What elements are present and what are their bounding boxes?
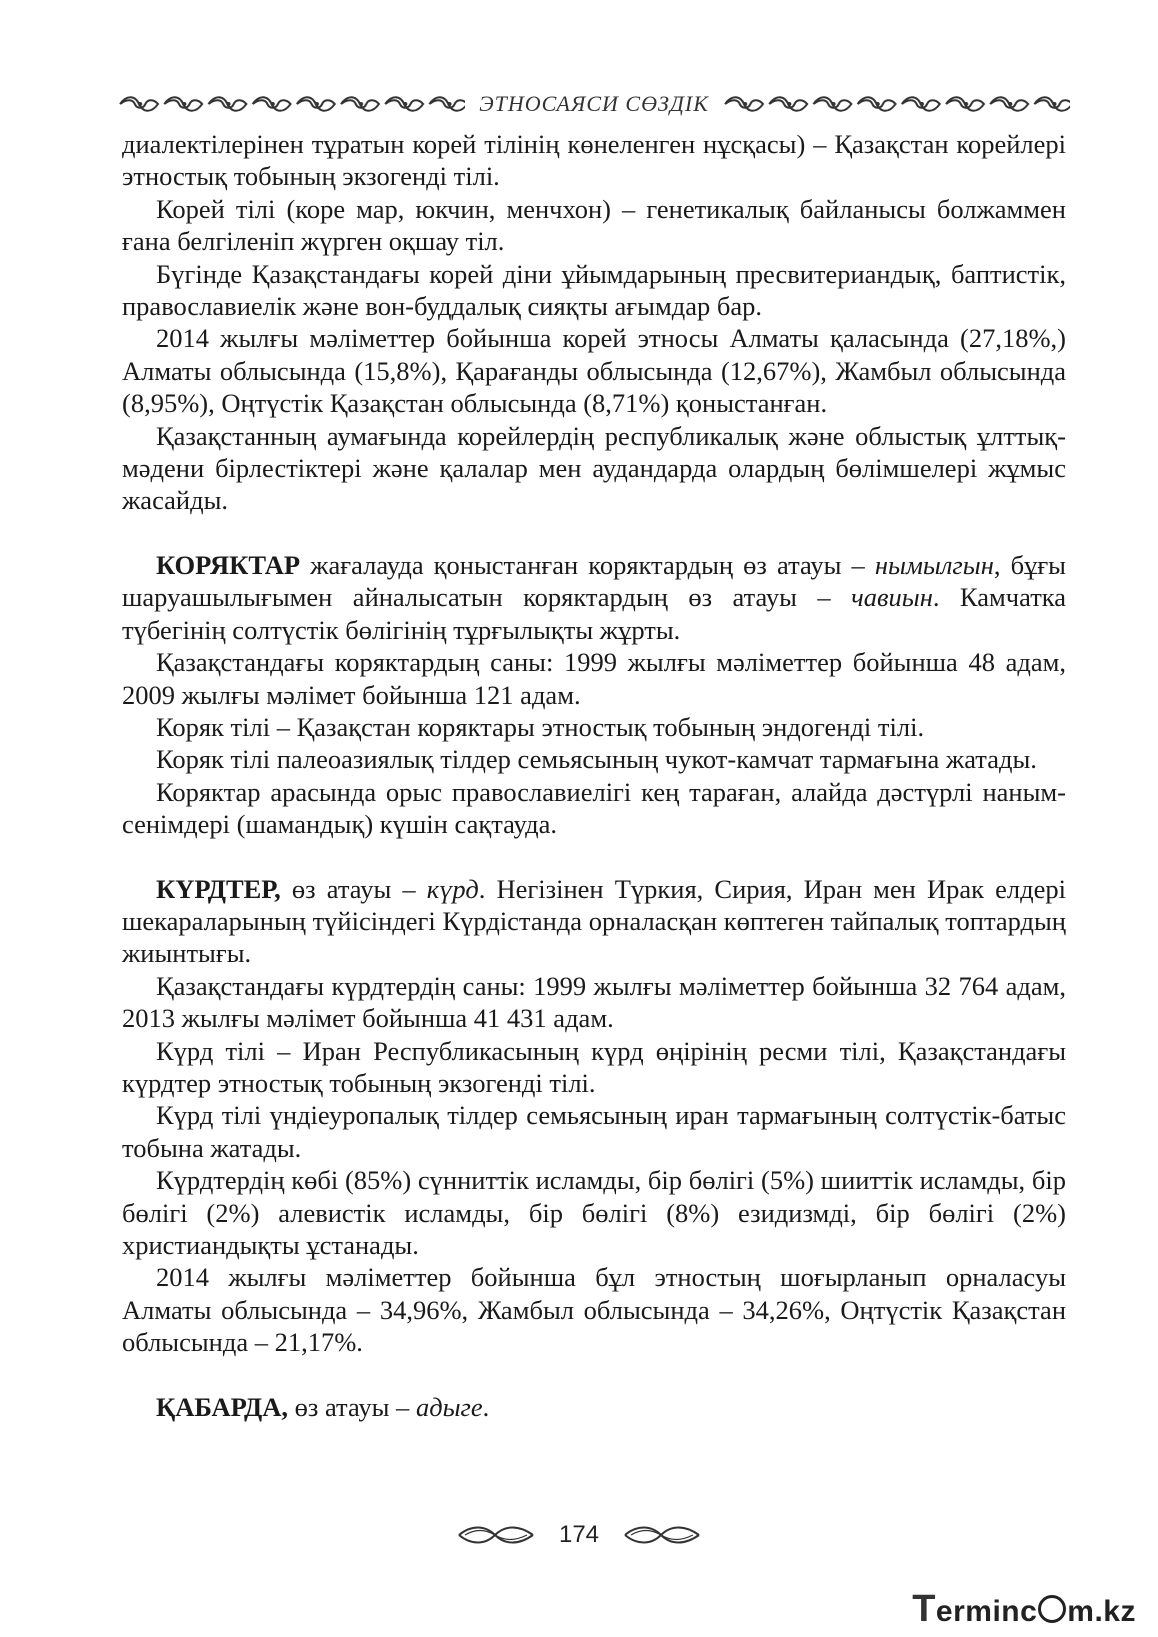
entry-term: КОРЯКТАР (156, 549, 301, 580)
article-body (122, 128, 1066, 1423)
paragraph: Күрдтердің көбі (85%) сүнниттік исламды, бір бөлігі (5%) шииттік исламды, бір бөлігі (2%) алевистік исламды, бір бөлігі (8%) езидизмді, бір бөлігі (2%) христиандықты ұстанады. (122, 1165, 1066, 1260)
ornament-right-icon (723, 93, 1070, 115)
paragraph: Қазақстанның аумағында корейлердің республикалық және облыстық ұлттық-мәдени бірлестіктері және қалалар мен аудандарда олардың бөлімшелері жұмыс жасайды. (122, 420, 1066, 516)
paragraph: Коряктар арасында орыс православиелігі кең тараған, алайда дәстүрлі наным-сенімдері (шамандық) күшін сақтауда. (122, 776, 1066, 840)
running-header (118, 84, 1070, 124)
paragraph: Қазақстандағы коряктардың саны: 1999 жылғы мәліметтер бойынша 48 адам, 2009 жылғы мәлімет бойынша 121 адам. (122, 647, 1066, 710)
page-footer (0, 1515, 1158, 1555)
page-number: 174 (558, 1521, 600, 1548)
paragraph: 2014 жылғы мәліметтер бойынша корей этносы Алматы қаласында (27,18%,) Алматы облысында (15,8%), Қарағанды облысында (12,67%), Жамбыл облысында (8,95%), Оңтүстік Қазақстан облысында (8,71%) қоныстанған. (122, 323, 1066, 419)
paragraph: диалектілерінен тұратын корей тілінің көнеленген нұсқасы) – Қазақстан корейлері этностық тобының экзогенді тілі. (122, 129, 1066, 192)
self-name: күрд (426, 873, 479, 904)
flourish-right-icon (621, 1523, 703, 1547)
paragraph: Коряк тілі палеоазиялық тілдер семьясының чукот-камчат тармағына жатады. (156, 744, 1037, 775)
entry-koryak: КОРЯКТАР жағалауда қоныстанған коряктардың өз атауы – нымылгын, бұғы шаруашылығымен айналысатын коряктардың өз атауы – чавиын. Камчатка түбегінің солтүстік бөлігінің тұрғылықты жұрты. (122, 549, 1067, 645)
paragraph: Коряк тілі – Қазақстан коряктары этностық тобының эндогенді тілі. (156, 711, 925, 742)
paragraph: Қазақстандағы күрдтердің саны: 1999 жылғы мәліметтер бойынша 32 764 адам, 2013 жылғы мәлімет бойынша 41 431 адам. (122, 970, 1066, 1034)
entry-term: КҮРДТЕР, (156, 873, 281, 904)
entry-term: ҚАБАРДА, (156, 1391, 289, 1422)
paragraph: Күрд тілі үндіеуропалық тілдер семьясының иран тармағының солтүстік-батыс тобына жатады. (122, 1100, 1066, 1163)
watermark-o-icon (1038, 1595, 1066, 1623)
paragraph: Корей тілі (коре мар, юкчин, менчхон) – генетикалық байланысы болжаммен ғана белгіленіп жүрген оқшау тіл. (122, 193, 1066, 257)
flourish-left-icon (455, 1523, 537, 1547)
paragraph: 2014 жылғы мәліметтер бойынша бұл этностың шоғырланып орналасуы Алматы облысында – 34,96%, Жамбыл облысында – 34,26%, Оңтүстік Қазақстан облысында – 21,17%. (122, 1262, 1066, 1358)
self-name: нымылгын (874, 549, 994, 580)
self-name: адыге (415, 1391, 483, 1422)
entry-kabarda: ҚАБАРДА, өз атауы – адыге. (156, 1391, 490, 1422)
paragraph: Бүгінде Қазақстандағы корей діни ұйымдарының пресвитериандық, баптистік, православиелік және вон-буддалық сияқты ағымдар бар. (122, 258, 1066, 322)
site-watermark: Terminc m.kz (912, 1588, 1136, 1630)
ornament-left-icon (118, 93, 465, 115)
paragraph: Күрд тілі – Иран Республикасының күрд өңірінің ресми тілі, Қазақстандағы күрдтер этностық тобының экзогенді тілі. (122, 1035, 1066, 1098)
header-title: ЭТНОСАЯСИ СӨЗДІК (479, 91, 709, 116)
self-name: чавиын (851, 582, 933, 613)
entry-kurd: КҮРДТЕР, өз атауы – күрд. Негізінен Түркия, Сирия, Иран мен Ирак елдері шекараларының түйісіндегі Күрдістанда орналасқан көптеген тайпалық топтардың жиынтығы. (122, 873, 1066, 969)
